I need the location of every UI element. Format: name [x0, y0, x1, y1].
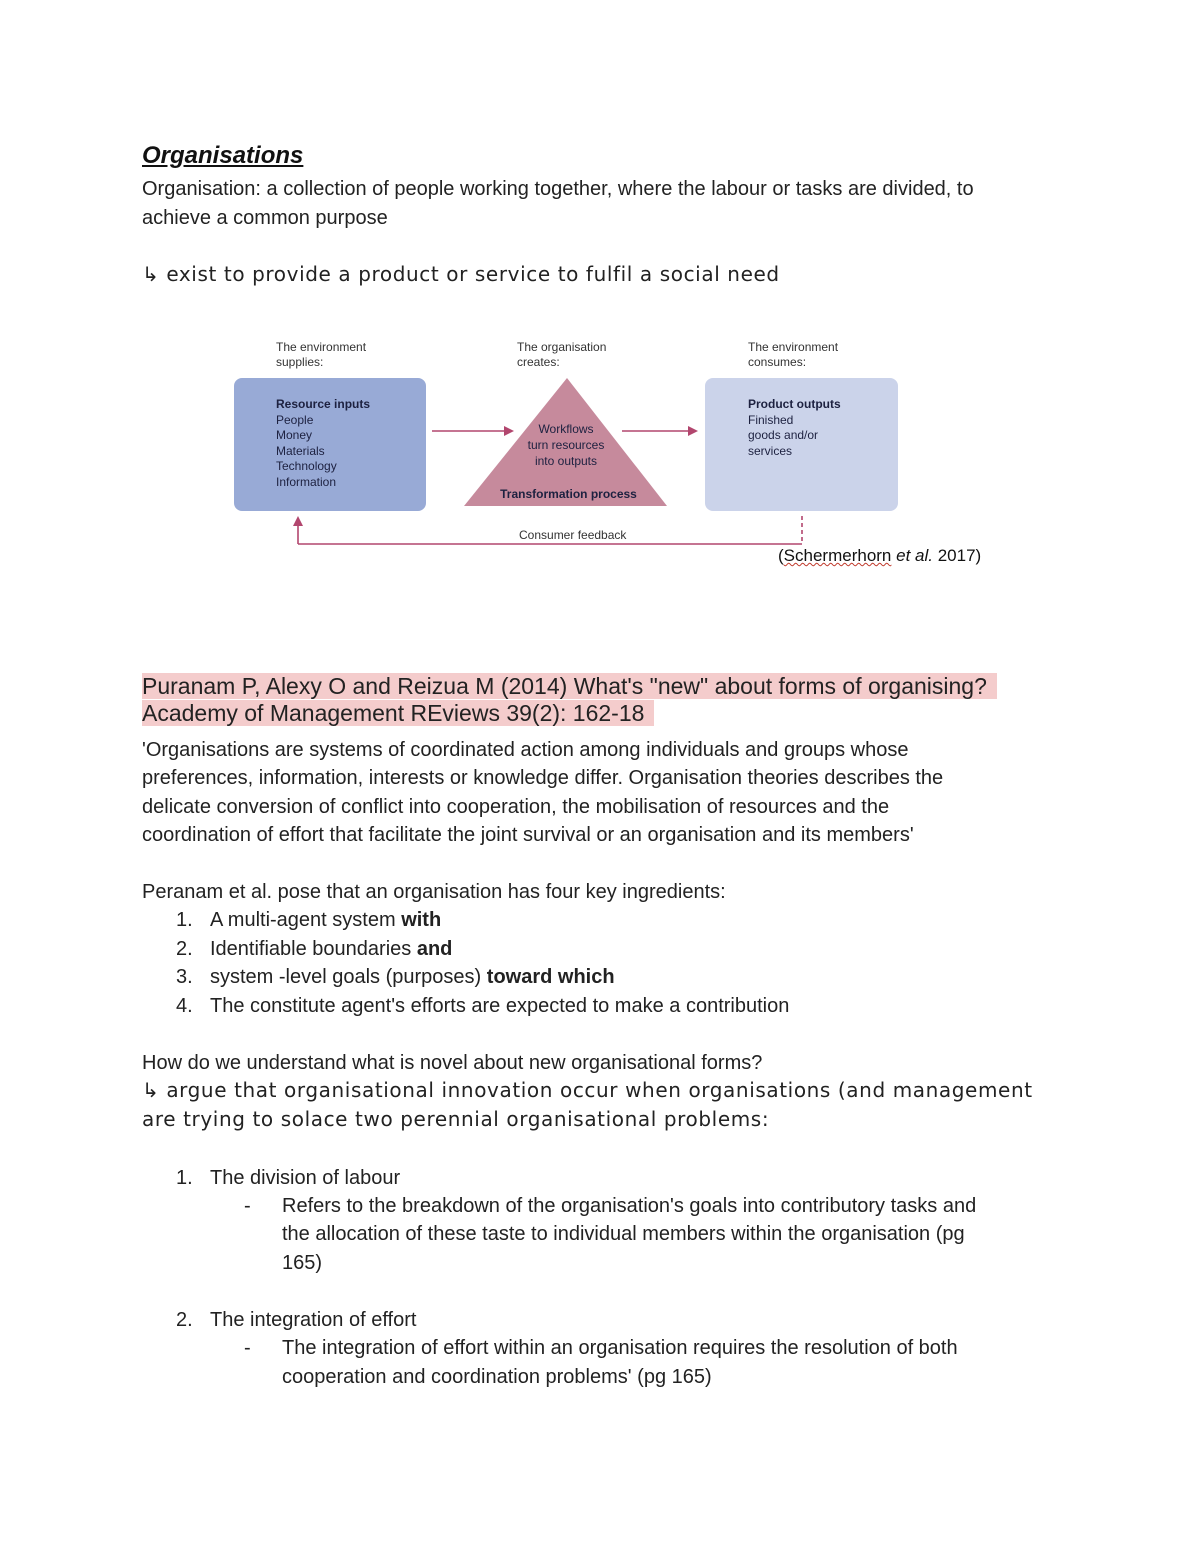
citation-year: 2017)	[937, 546, 982, 565]
problem-number: 1.	[176, 1167, 193, 1189]
quote-line: coordination of effort that facilitate the joint survival or an organisation and its members'	[142, 824, 914, 846]
left-caption-2: supplies:	[276, 355, 324, 369]
middle-caption-1: The organisation	[517, 340, 607, 354]
bullet-line: Refers to the breakdown of the organisation's goals into contributory tasks and	[282, 1195, 977, 1217]
triangle-line: into outputs	[534, 454, 598, 468]
bullet-line: 165)	[282, 1252, 323, 1274]
bullet-line: the allocation of these taste to individual members within the organisation (pg	[282, 1223, 965, 1245]
right-box-item: services	[748, 444, 793, 458]
left-caption-1: The environment	[276, 340, 367, 354]
left-box-item: Information	[276, 475, 337, 489]
triangle-label: Transformation process	[500, 487, 637, 501]
bullet-line: cooperation and coordination problems' (pg 165)	[282, 1366, 712, 1388]
page-title: Organisations	[142, 142, 304, 169]
definition-line-2: achieve a common purpose	[142, 207, 388, 229]
list-number: 4.	[176, 995, 193, 1017]
list-text: A multi-agent system	[210, 909, 402, 931]
left-box-title: Resource inputs	[276, 397, 371, 411]
left-box-item: People	[276, 413, 314, 427]
right-caption-1: The environment	[748, 340, 839, 354]
citation-open: (	[778, 546, 784, 565]
right-box-item: Finished	[748, 413, 794, 427]
feedback-label: Consumer feedback	[516, 528, 629, 543]
list-bold: with	[401, 909, 442, 931]
list-text: system -level goals (purposes)	[210, 966, 487, 988]
problem-title: The integration of effort	[210, 1309, 417, 1331]
bullet-dash: -	[244, 1195, 251, 1217]
middle-caption-2: creates:	[517, 355, 560, 369]
citation-etal: et al.	[896, 546, 933, 565]
list-number: 2.	[176, 938, 193, 960]
right-box-title: Product outputs	[748, 397, 841, 411]
reference-line-2	[142, 699, 654, 727]
triangle-line: Workflows	[538, 422, 594, 436]
right-box-item: goods and/or	[748, 428, 819, 442]
problem-item	[176, 1164, 400, 1193]
list-item	[176, 935, 452, 964]
quote-line: 'Organisations are systems of coordinated action among individuals and groups whose	[142, 739, 909, 761]
reference-highlight-2: Academy of Management REviews 39(2): 162-18	[142, 700, 654, 726]
question-text: How do we understand what is novel about new organisational forms?	[142, 1052, 763, 1074]
list-item	[176, 906, 441, 935]
left-box-item: Materials	[276, 444, 325, 458]
diagram-citation	[778, 546, 981, 566]
arrow-note: ↳ exist to provide a product or service to fulfil a social need	[142, 262, 780, 286]
left-box-item: Money	[276, 428, 313, 442]
organisation-diagram	[224, 330, 994, 575]
problem-number: 2.	[176, 1309, 193, 1331]
left-box-item: Technology	[276, 459, 337, 473]
list-item	[176, 963, 615, 992]
right-caption-2: consumes:	[748, 355, 807, 369]
problem-title: The division of labour	[210, 1167, 401, 1189]
list-bold: and	[416, 938, 453, 960]
reference-line-1	[142, 672, 997, 700]
argue-line-1: ↳ argue that organisational innovation occur when organisations (and management	[142, 1078, 1033, 1102]
list-number: 1.	[176, 909, 193, 931]
quote-line: delicate conversion of conflict into cooperation, the mobilisation of resources and the	[142, 796, 890, 818]
triangle-line: turn resources	[527, 438, 605, 452]
list-item	[176, 992, 789, 1021]
list-text: Identifiable boundaries	[210, 938, 417, 960]
list-number: 3.	[176, 966, 193, 988]
bullet-dash: -	[244, 1337, 251, 1359]
ingredients-intro: Peranam et al. pose that an organisation has four key ingredients:	[142, 881, 726, 903]
citation-author: Schermerhorn	[783, 546, 892, 565]
argue-line-2: are trying to solace two perennial organisational problems:	[142, 1107, 770, 1131]
list-text: The constitute agent's efforts are expected to make a contribution	[210, 995, 790, 1017]
list-bold: toward which	[486, 966, 615, 988]
bullet-line: The integration of effort within an organisation requires the resolution of both	[282, 1337, 958, 1359]
definition-line-1: Organisation: a collection of people working together, where the labour or tasks are divided, to	[142, 178, 974, 200]
quote-line: preferences, information, interests or knowledge differ. Organisation theories describes the	[142, 767, 944, 789]
problem-item	[176, 1306, 416, 1335]
reference-highlight-1: Puranam P, Alexy O and Reizua M (2014) What's "new" about forms of organising?	[142, 673, 997, 699]
